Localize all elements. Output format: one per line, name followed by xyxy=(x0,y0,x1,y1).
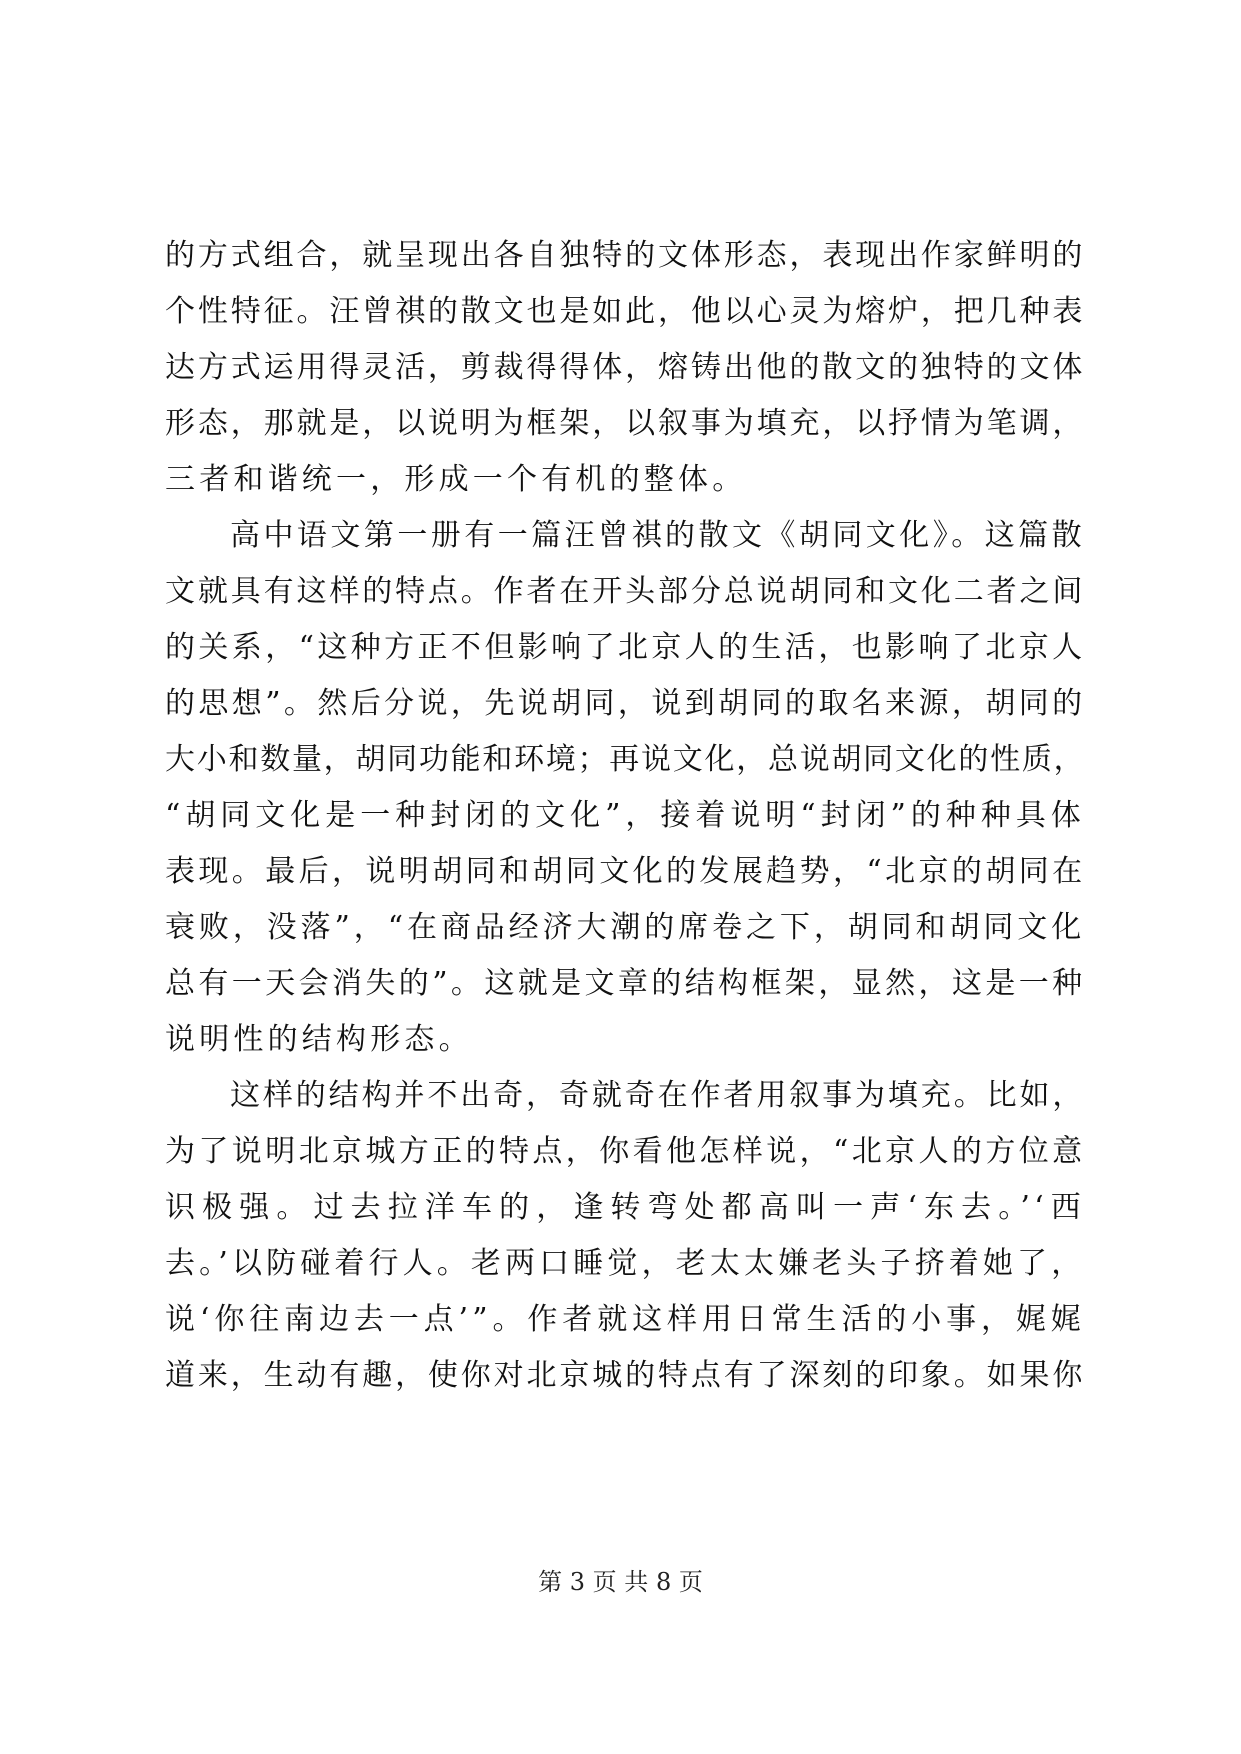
document-body xyxy=(165,228,1085,1404)
page-number-footer: 第 3 页 共 8 页 xyxy=(538,1568,703,1596)
text-line: 说‘你往南边去一点’”。作者就这样用日常生活的小事，娓娓 xyxy=(165,1302,1085,1337)
text-line: 这样的结构并不出奇，奇就奇在作者用叙事为填充。比如， xyxy=(230,1078,1085,1113)
text-line: 说明性的结构形态。 xyxy=(165,1022,473,1057)
text-line: “胡同文化是一种封闭的文化”，接着说明“封闭”的种种具体 xyxy=(165,798,1085,833)
text-line: 高中语文第一册有一篇汪曾祺的散文《胡同文化》。这篇散 xyxy=(230,518,1085,553)
text-line: 去。’以防碰着行人。老两口睡觉，老太太嫌老头子挤着她了， xyxy=(165,1246,1085,1281)
text-line: 形态，那就是，以说明为框架，以叙事为填充，以抒情为笔调， xyxy=(165,406,1085,441)
text-line: 个性特征。汪曾祺的散文也是如此，他以心灵为熔炉，把几种表 xyxy=(165,294,1085,329)
text-line: 文就具有这样的特点。作者在开头部分总说胡同和文化二者之间 xyxy=(165,574,1085,609)
text-line: 的方式组合，就呈现出各自独特的文体形态，表现出作家鲜明的 xyxy=(165,238,1085,273)
text-line: 表现。最后，说明胡同和胡同文化的发展趋势，“北京的胡同在 xyxy=(165,854,1086,889)
text-line: 的关系，“这种方正不但影响了北京人的生活，也影响了北京人 xyxy=(165,630,1086,665)
text-line: 衰败，没落”，“在商品经济大潮的席卷之下，胡同和胡同文化 xyxy=(165,910,1085,945)
text-line: 总有一天会消失的”。这就是文章的结构框架，显然，这是一种 xyxy=(165,966,1086,1001)
text-line: 为了说明北京城方正的特点，你看他怎样说，“北京人的方位意 xyxy=(165,1134,1086,1169)
text-line: 大小和数量，胡同功能和环境；再说文化，总说胡同文化的性质， xyxy=(165,742,1085,777)
text-line: 达方式运用得灵活，剪裁得得体，熔铸出他的散文的独特的文体 xyxy=(165,350,1085,385)
text-line: 三者和谐统一，形成一个有机的整体。 xyxy=(165,462,747,497)
text-line: 道来，生动有趣，使你对北京城的特点有了深刻的印象。如果你 xyxy=(165,1358,1085,1393)
text-line: 识极强。过去拉洋车的，逢转弯处都高叫一声‘东去。’‘西 xyxy=(165,1190,1085,1225)
text-line: 的思想”。然后分说，先说胡同，说到胡同的取名来源，胡同的 xyxy=(165,686,1086,721)
